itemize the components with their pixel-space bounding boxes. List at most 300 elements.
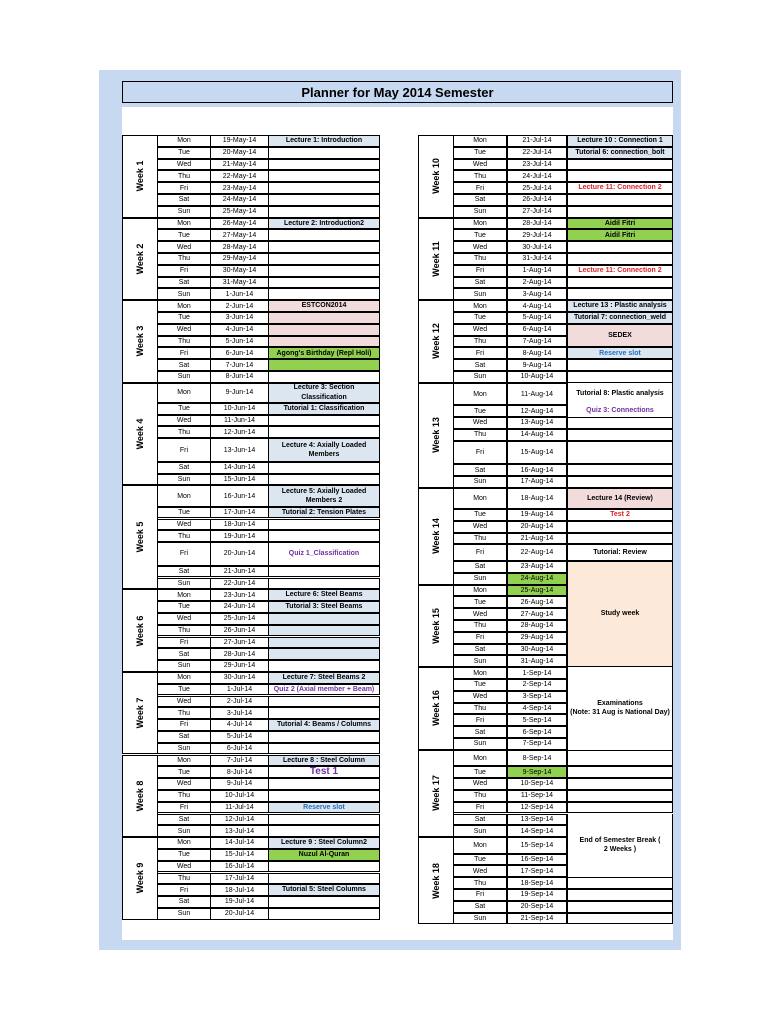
date-cell: 10-Jun-14 xyxy=(210,403,269,415)
day-row xyxy=(157,731,270,743)
day-row xyxy=(453,417,567,429)
event-cell xyxy=(268,324,380,336)
date-cell: 28-May-14 xyxy=(210,241,269,253)
date-cell: 4-Jul-14 xyxy=(210,719,269,731)
day-name: Fri xyxy=(157,719,211,731)
event-cell-empty xyxy=(567,359,673,371)
week-label-cell xyxy=(122,135,158,218)
week-label-cell xyxy=(418,300,454,383)
date-cell: 18-Jun-14 xyxy=(210,519,269,531)
week-label-cell xyxy=(122,755,158,838)
week-label: Week 8 xyxy=(135,780,145,812)
day-name: Thu xyxy=(157,170,211,182)
day-name: Sun xyxy=(157,474,211,486)
event-cell-empty xyxy=(567,802,673,814)
day-row xyxy=(453,814,567,826)
event-cell-empty xyxy=(268,462,380,474)
date-cell: 16-Jul-14 xyxy=(210,861,269,873)
event-cell-empty xyxy=(567,253,673,265)
day-row xyxy=(157,347,270,359)
day-name: Sun xyxy=(157,825,211,837)
date-cell: 5-Jul-14 xyxy=(210,731,269,743)
day-row xyxy=(157,896,270,908)
date-cell: 1-Aug-14 xyxy=(507,265,567,277)
day-row xyxy=(157,218,270,230)
day-row xyxy=(453,359,567,371)
day-name: Thu xyxy=(157,873,211,885)
event-cell-empty xyxy=(567,521,673,533)
day-name: Mon xyxy=(157,300,211,312)
date-cell: 4-Aug-14 xyxy=(507,300,567,312)
page-title: Planner for May 2014 Semester xyxy=(122,81,673,103)
day-row xyxy=(453,596,567,608)
date-cell: 25-May-14 xyxy=(210,206,269,218)
event-cell-empty xyxy=(268,696,380,708)
event-cell-empty xyxy=(567,241,673,253)
week-label-cell xyxy=(122,589,158,672)
date-cell: 30-May-14 xyxy=(210,265,269,277)
event-cell: Tutorial 1: Classification xyxy=(268,403,380,415)
week-label: Week 12 xyxy=(431,323,441,360)
event-cell: Lecture 2: Introduction2 xyxy=(268,218,380,230)
date-cell: 9-Jul-14 xyxy=(210,778,269,790)
event-cell-empty xyxy=(268,660,380,672)
day-name: Mon xyxy=(157,672,211,684)
day-name: Tue xyxy=(157,601,211,613)
day-name: Tue xyxy=(157,849,211,861)
day-row xyxy=(157,194,270,206)
day-name: Thu xyxy=(157,336,211,348)
week-label-cell xyxy=(122,300,158,383)
week-label-cell xyxy=(418,218,454,301)
day-row xyxy=(453,714,567,726)
day-row xyxy=(157,778,270,790)
date-cell: 7-Aug-14 xyxy=(507,336,567,348)
event-cell-empty xyxy=(268,206,380,218)
date-cell: 27-May-14 xyxy=(210,229,269,241)
day-row xyxy=(157,359,270,371)
date-cell: 23-Jun-14 xyxy=(210,589,269,601)
day-name: Fri xyxy=(157,884,211,896)
day-row xyxy=(453,521,567,533)
day-name: Mon xyxy=(157,135,211,147)
week-label: Week 1 xyxy=(135,160,145,192)
date-cell: 28-Jul-14 xyxy=(507,218,567,230)
date-cell: 21-May-14 xyxy=(210,159,269,171)
day-row xyxy=(157,253,270,265)
day-row xyxy=(157,415,270,427)
day-name: Thu xyxy=(453,620,507,632)
date-cell: 22-May-14 xyxy=(210,170,269,182)
day-name: Tue xyxy=(157,766,211,778)
day-name: Fri xyxy=(157,347,211,359)
day-row xyxy=(453,194,567,206)
day-row xyxy=(157,147,270,159)
day-name: Sun xyxy=(157,288,211,300)
day-row xyxy=(157,300,270,312)
event-cell-empty xyxy=(268,578,380,590)
event-cell: Nuzul Al-Quran xyxy=(268,849,380,861)
day-row xyxy=(453,750,567,767)
event-cell: Examinations (Note: 31 Aug is National Day) xyxy=(567,667,673,750)
date-cell: 14-Jul-14 xyxy=(210,837,269,849)
day-row xyxy=(453,573,567,585)
day-name: Tue xyxy=(157,507,211,519)
event-cell-empty xyxy=(268,182,380,194)
date-cell: 20-Jun-14 xyxy=(210,542,269,566)
date-cell: 11-Jun-14 xyxy=(210,415,269,427)
day-row xyxy=(157,601,270,613)
event-cell-empty xyxy=(567,429,673,441)
event-cell-empty xyxy=(268,530,380,542)
date-cell: 17-Aug-14 xyxy=(507,476,567,488)
date-cell: 25-Aug-14 xyxy=(507,585,567,597)
day-name: Sat xyxy=(157,814,211,826)
event-cell: Lecture 8 : Steel Column xyxy=(268,755,380,767)
day-name: Sun xyxy=(453,913,507,925)
day-name: Sun xyxy=(157,206,211,218)
event-cell: Quiz 1_Classification xyxy=(268,542,380,566)
day-row xyxy=(453,667,567,679)
date-cell: 12-Jul-14 xyxy=(210,814,269,826)
date-cell: 7-Jul-14 xyxy=(210,755,269,767)
day-row xyxy=(157,589,270,601)
day-name: Sun xyxy=(453,573,507,585)
day-name: Mon xyxy=(453,383,507,405)
event-cell xyxy=(268,637,380,649)
week-label: Week 5 xyxy=(135,521,145,553)
date-cell: 11-Sep-14 xyxy=(507,790,567,802)
day-name: Wed xyxy=(453,778,507,790)
day-name: Wed xyxy=(157,778,211,790)
day-name: Tue xyxy=(453,147,507,159)
date-cell: 5-Aug-14 xyxy=(507,312,567,324)
event-cell-empty xyxy=(268,159,380,171)
date-cell: 20-Aug-14 xyxy=(507,521,567,533)
event-cell-empty xyxy=(567,464,673,476)
day-row xyxy=(453,561,567,573)
date-cell: 24-May-14 xyxy=(210,194,269,206)
date-cell: 3-Aug-14 xyxy=(507,288,567,300)
event-cell-empty xyxy=(268,814,380,826)
event-cell: Reserve slot xyxy=(567,347,673,359)
date-cell: 15-Sep-14 xyxy=(507,837,567,854)
day-name: Sun xyxy=(453,206,507,218)
date-cell: 7-Jun-14 xyxy=(210,359,269,371)
event-cell-empty xyxy=(567,778,673,790)
day-name: Wed xyxy=(157,324,211,336)
day-name: Fri xyxy=(157,438,211,462)
day-row xyxy=(157,790,270,802)
date-cell: 19-Aug-14 xyxy=(507,509,567,521)
event-cell-empty xyxy=(268,265,380,277)
week-label-cell xyxy=(418,383,454,488)
day-name: Sun xyxy=(157,743,211,755)
week-label: Week 7 xyxy=(135,697,145,729)
day-name: Mon xyxy=(453,488,507,509)
day-row xyxy=(157,336,270,348)
event-cell-empty xyxy=(567,901,673,913)
date-cell: 19-Sep-14 xyxy=(507,889,567,901)
date-cell: 14-Jun-14 xyxy=(210,462,269,474)
date-cell: 11-Aug-14 xyxy=(507,383,567,405)
day-row xyxy=(453,703,567,715)
date-cell: 21-Aug-14 xyxy=(507,533,567,545)
day-row xyxy=(157,825,270,837)
day-row xyxy=(157,229,270,241)
date-cell: 22-Jul-14 xyxy=(507,147,567,159)
week-label: Week 18 xyxy=(431,862,441,899)
date-cell: 24-Jul-14 xyxy=(507,170,567,182)
date-cell: 26-Jun-14 xyxy=(210,625,269,637)
date-cell: 16-Aug-14 xyxy=(507,464,567,476)
day-name: Mon xyxy=(157,383,211,403)
date-cell: 4-Jun-14 xyxy=(210,324,269,336)
event-cell-empty xyxy=(268,241,380,253)
event-cell-empty xyxy=(567,441,673,465)
date-cell: 26-Aug-14 xyxy=(507,596,567,608)
day-name: Sat xyxy=(157,896,211,908)
week-label: Week 3 xyxy=(135,326,145,357)
date-cell: 16-Jun-14 xyxy=(210,485,269,506)
day-name: Sun xyxy=(453,371,507,383)
event-cell-empty xyxy=(567,170,673,182)
day-name: Tue xyxy=(453,405,507,417)
day-row xyxy=(157,371,270,383)
date-cell: 1-Jun-14 xyxy=(210,288,269,300)
day-row xyxy=(157,837,270,849)
day-name: Sat xyxy=(453,726,507,738)
event-cell-empty xyxy=(268,825,380,837)
week-label: Week 13 xyxy=(431,417,441,454)
day-row xyxy=(157,135,270,147)
day-row xyxy=(453,913,567,925)
day-name: Wed xyxy=(157,519,211,531)
date-cell: 19-May-14 xyxy=(210,135,269,147)
date-cell: 31-Jul-14 xyxy=(507,253,567,265)
day-row xyxy=(453,170,567,182)
date-cell: 18-Aug-14 xyxy=(507,488,567,509)
day-name: Mon xyxy=(453,837,507,854)
day-name: Mon xyxy=(453,750,507,767)
date-cell: 17-Jul-14 xyxy=(210,873,269,885)
day-row xyxy=(157,849,270,861)
day-row xyxy=(453,488,567,509)
date-cell: 11-Jul-14 xyxy=(210,802,269,814)
event-cell: Aidil Fitri xyxy=(567,218,673,230)
event-cell-empty xyxy=(268,147,380,159)
event-cell: Lecture 4: Axially Loaded Members xyxy=(268,438,380,462)
day-name: Wed xyxy=(157,696,211,708)
date-cell: 21-Jul-14 xyxy=(507,135,567,147)
day-row xyxy=(453,383,567,405)
day-name: Sat xyxy=(453,464,507,476)
day-row xyxy=(453,726,567,738)
date-cell: 30-Jul-14 xyxy=(507,241,567,253)
date-cell: 10-Sep-14 xyxy=(507,778,567,790)
date-cell: 24-Aug-14 xyxy=(507,573,567,585)
event-cell: Lecture 14 (Review) xyxy=(567,488,673,509)
day-row xyxy=(157,637,270,649)
day-name: Tue xyxy=(453,679,507,691)
day-row xyxy=(453,147,567,159)
day-name: Sat xyxy=(453,644,507,656)
date-cell: 29-Jul-14 xyxy=(507,229,567,241)
event-cell xyxy=(268,613,380,625)
date-cell: 1-Sep-14 xyxy=(507,667,567,679)
day-row xyxy=(157,566,270,578)
day-row xyxy=(157,660,270,672)
event-cell-empty xyxy=(567,790,673,802)
date-cell: 26-Jul-14 xyxy=(507,194,567,206)
week-label: Week 6 xyxy=(135,615,145,647)
day-row xyxy=(453,229,567,241)
day-row xyxy=(453,277,567,289)
date-cell: 2-Aug-14 xyxy=(507,277,567,289)
day-row xyxy=(453,790,567,802)
date-cell: 23-Aug-14 xyxy=(507,561,567,573)
event-cell-empty xyxy=(567,206,673,218)
day-name: Thu xyxy=(453,533,507,545)
event-cell: Quiz 2 (Axial member + Beam) xyxy=(268,684,380,696)
event-cell xyxy=(268,648,380,660)
day-row xyxy=(157,755,270,767)
event-cell-empty xyxy=(567,288,673,300)
day-name: Mon xyxy=(157,218,211,230)
week-label: Week 17 xyxy=(431,775,441,812)
week-label-cell xyxy=(122,218,158,301)
day-name: Sat xyxy=(157,359,211,371)
day-name: Sat xyxy=(453,194,507,206)
day-row xyxy=(157,474,270,486)
day-row xyxy=(453,182,567,194)
day-name: Thu xyxy=(453,877,507,889)
day-name: Thu xyxy=(453,170,507,182)
day-name: Wed xyxy=(453,159,507,171)
day-row xyxy=(453,691,567,703)
day-name: Fri xyxy=(453,632,507,644)
week-label-cell xyxy=(418,135,454,218)
event-cell: Lecture 9 : Steel Column2 xyxy=(268,837,380,849)
event-cell-empty xyxy=(268,566,380,578)
day-row xyxy=(157,159,270,171)
day-name: Sat xyxy=(453,277,507,289)
event-cell-empty xyxy=(268,873,380,885)
day-name: Sat xyxy=(157,462,211,474)
day-name: Tue xyxy=(453,854,507,866)
day-row xyxy=(453,253,567,265)
day-name: Sat xyxy=(453,561,507,573)
day-name: Wed xyxy=(157,415,211,427)
date-cell: 12-Aug-14 xyxy=(507,405,567,417)
day-name: Sat xyxy=(157,566,211,578)
date-cell: 17-Sep-14 xyxy=(507,865,567,877)
day-row xyxy=(157,648,270,660)
day-name: Sat xyxy=(157,194,211,206)
week-label-cell xyxy=(418,488,454,585)
event-cell: Tutorial 5: Steel Columns xyxy=(268,884,380,896)
date-cell: 4-Sep-14 xyxy=(507,703,567,715)
day-row xyxy=(157,324,270,336)
day-name: Wed xyxy=(453,608,507,620)
day-name: Fri xyxy=(157,542,211,566)
week-label-cell xyxy=(418,667,454,750)
event-cell: Agong's Birthday (Repl Holi) xyxy=(268,347,380,359)
event-cell-empty xyxy=(567,277,673,289)
day-row xyxy=(453,825,567,837)
date-cell: 19-Jul-14 xyxy=(210,896,269,908)
date-cell: 18-Jul-14 xyxy=(210,884,269,896)
day-name: Wed xyxy=(453,691,507,703)
day-name: Tue xyxy=(453,312,507,324)
event-cell: Test 1 xyxy=(268,766,380,778)
day-row xyxy=(453,405,567,417)
week-label-cell xyxy=(418,585,454,668)
day-name: Fri xyxy=(157,265,211,277)
day-row xyxy=(157,277,270,289)
day-name: Thu xyxy=(157,530,211,542)
week-label: Week 11 xyxy=(431,241,441,277)
day-row xyxy=(453,802,567,814)
event-cell-empty xyxy=(268,415,380,427)
event-cell-empty xyxy=(268,707,380,719)
day-row xyxy=(157,206,270,218)
day-name: Mon xyxy=(453,300,507,312)
date-cell: 10-Aug-14 xyxy=(507,371,567,383)
day-name: Thu xyxy=(157,790,211,802)
day-row xyxy=(453,877,567,889)
day-row xyxy=(453,218,567,230)
event-cell: Tutorial 7: connection_weld xyxy=(567,312,673,324)
event-cell-empty xyxy=(268,896,380,908)
day-name: Wed xyxy=(453,865,507,877)
day-name: Thu xyxy=(453,429,507,441)
date-cell: 24-Jun-14 xyxy=(210,601,269,613)
date-cell: 6-Jun-14 xyxy=(210,347,269,359)
day-row xyxy=(157,462,270,474)
day-row xyxy=(453,429,567,441)
event-cell: Lecture 10 : Connection 1 xyxy=(567,135,673,147)
day-row xyxy=(157,265,270,277)
date-cell: 3-Jun-14 xyxy=(210,312,269,324)
week-label: Week 4 xyxy=(135,418,145,450)
day-row xyxy=(157,625,270,637)
day-name: Mon xyxy=(157,755,211,767)
date-cell: 6-Sep-14 xyxy=(507,726,567,738)
day-row xyxy=(453,265,567,277)
event-cell: SEDEX xyxy=(567,324,673,348)
day-row xyxy=(157,766,270,778)
date-cell: 21-Jun-14 xyxy=(210,566,269,578)
day-name: Fri xyxy=(453,182,507,194)
event-cell: Tutorial 2: Tension Plates xyxy=(268,507,380,519)
day-row xyxy=(453,336,567,348)
event-cell-empty xyxy=(268,371,380,383)
day-row xyxy=(157,613,270,625)
event-cell-empty xyxy=(268,426,380,438)
event-cell-empty xyxy=(268,194,380,206)
day-name: Sat xyxy=(453,359,507,371)
day-row xyxy=(157,684,270,696)
date-cell: 2-Jun-14 xyxy=(210,300,269,312)
day-row xyxy=(453,441,567,465)
day-row xyxy=(453,241,567,253)
date-cell: 15-Jul-14 xyxy=(210,849,269,861)
event-cell: End of Semester Break ( 2 Weeks ) xyxy=(567,814,673,878)
date-cell: 3-Jul-14 xyxy=(210,707,269,719)
day-row xyxy=(453,655,567,667)
day-name: Thu xyxy=(453,253,507,265)
